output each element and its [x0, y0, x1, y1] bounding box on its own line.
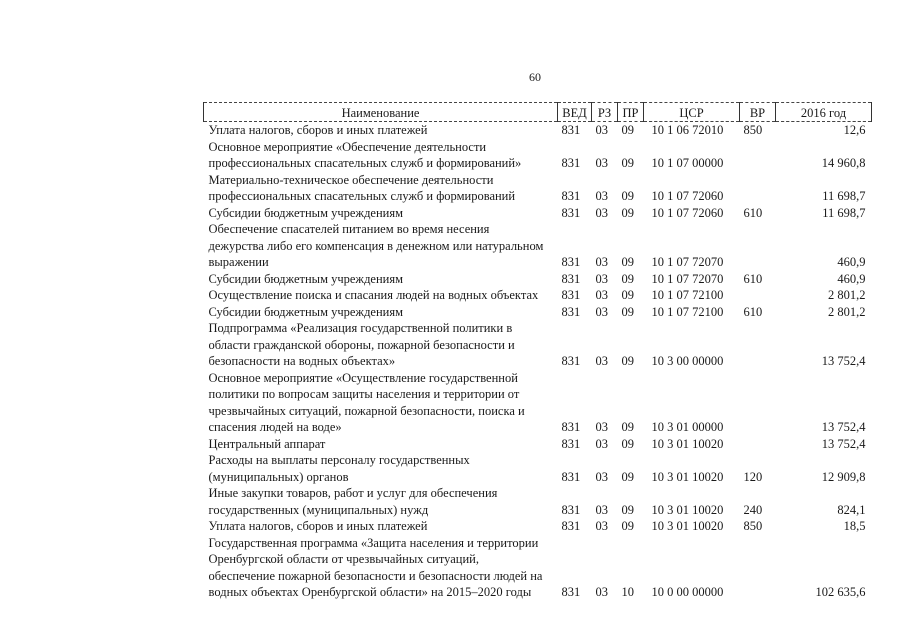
- row-csr: 10 3 01 10020: [651, 469, 724, 484]
- row-name: Субсидии бюджетным учреждениям: [208, 271, 404, 286]
- row-ved: 831: [561, 304, 581, 319]
- row-ved: 831: [561, 205, 581, 220]
- row-pr: 09: [621, 519, 634, 533]
- row-amount: 824,1: [837, 502, 866, 517]
- row-rz: 03: [595, 189, 608, 203]
- table-row: [204, 172, 872, 205]
- table-row: [204, 221, 872, 271]
- row-ved: 831: [561, 271, 581, 286]
- header-pr: ПР: [618, 103, 644, 122]
- row-csr: 10 1 07 72070: [651, 271, 724, 286]
- row-name: Подпрограмма «Реализация государственной политики в области гражданской обороны, пожарной безопасности и безопасности на водных объектах»: [208, 321, 515, 368]
- table-row: [204, 485, 872, 518]
- table-row: [204, 518, 872, 535]
- table-row: [204, 535, 872, 601]
- row-csr: 10 3 01 00000: [651, 420, 724, 434]
- row-vr: [740, 139, 776, 172]
- row-vr: 120: [743, 469, 763, 484]
- row-pr: 10: [621, 585, 634, 599]
- row-csr: 10 1 07 72060: [651, 205, 724, 220]
- row-pr: 09: [621, 502, 634, 517]
- row-vr: [740, 436, 776, 453]
- row-name: Уплата налогов, сборов и иных платежей: [208, 123, 428, 137]
- row-rz: 03: [595, 436, 608, 451]
- row-vr: 850: [743, 519, 763, 533]
- row-amount: 2 801,2: [828, 304, 866, 319]
- table-row: [204, 370, 872, 436]
- row-rz: 03: [595, 123, 608, 137]
- row-name: Материально-техническое обеспечение деятельности профессиональных спасательных служб и формирований: [208, 172, 516, 203]
- row-pr: 09: [621, 304, 634, 319]
- row-rz: 03: [595, 271, 608, 286]
- row-name: Иные закупки товаров, работ и услуг для обеспечения государственных (муниципальных) нужд: [208, 486, 498, 517]
- row-ved: 831: [561, 585, 581, 599]
- row-csr: 10 1 07 72100: [651, 304, 724, 319]
- page-number: 60: [529, 70, 541, 84]
- row-amount: 14 960,8: [821, 156, 866, 170]
- row-vr: [740, 172, 776, 205]
- row-vr: 240: [743, 502, 763, 517]
- row-pr: 09: [621, 420, 634, 434]
- row-amount: 11 698,7: [822, 189, 866, 203]
- row-pr: 09: [621, 123, 634, 137]
- table-body: [204, 122, 872, 601]
- row-pr: 09: [621, 271, 634, 286]
- header-year: 2016 год: [776, 103, 872, 122]
- row-name: Субсидии бюджетным учреждениям: [208, 205, 404, 220]
- row-amount: 102 635,6: [815, 585, 866, 599]
- row-ved: 831: [561, 502, 581, 517]
- row-vr: [740, 287, 776, 304]
- row-ved: 831: [561, 469, 581, 484]
- row-rz: 03: [595, 585, 608, 599]
- row-rz: 03: [595, 469, 608, 484]
- row-rz: 03: [595, 354, 608, 368]
- row-name: Субсидии бюджетным учреждениям: [208, 304, 404, 319]
- row-ved: 831: [561, 519, 581, 533]
- header-rz: РЗ: [592, 103, 618, 122]
- row-rz: 03: [595, 288, 608, 302]
- table-row: [204, 271, 872, 288]
- row-csr: 10 1 07 72070: [651, 255, 724, 269]
- row-amount: 11 698,7: [822, 205, 866, 220]
- row-rz: 03: [595, 156, 608, 170]
- row-vr: 610: [743, 271, 763, 286]
- row-rz: 03: [595, 502, 608, 517]
- row-rz: 03: [595, 304, 608, 319]
- row-csr: 10 1 06 72010: [651, 123, 724, 137]
- row-ved: 831: [561, 436, 581, 451]
- row-csr: 10 0 00 00000: [651, 585, 724, 599]
- row-pr: 09: [621, 288, 634, 302]
- row-pr: 09: [621, 189, 634, 203]
- row-name: Основное мероприятие «Осуществление государственной политики по вопросам защиты населения и территории от чрезвычайных ситуаций, пожарной безопасности, поиска и спасения людей на воде»: [208, 370, 525, 434]
- row-vr: 610: [743, 205, 763, 220]
- row-csr: 10 3 01 10020: [651, 436, 724, 451]
- row-pr: 09: [621, 205, 634, 220]
- row-vr: [740, 320, 776, 370]
- row-pr: 09: [621, 354, 634, 368]
- row-name: Расходы на выплаты персоналу государственных (муниципальных) органов: [208, 453, 470, 484]
- table-row: [204, 304, 872, 321]
- row-ved: 831: [561, 156, 581, 170]
- row-amount: 12 909,8: [821, 469, 866, 484]
- row-csr: 10 1 07 72060: [651, 189, 724, 203]
- row-ved: 831: [561, 288, 581, 302]
- budget-table: [203, 102, 871, 601]
- table-header-row: [204, 103, 872, 122]
- table-row: [204, 287, 872, 304]
- row-pr: 09: [621, 255, 634, 269]
- row-name: Осуществление поиска и спасания людей на водных объектах: [208, 288, 539, 302]
- row-vr: 850: [743, 123, 763, 137]
- row-ved: 831: [561, 123, 581, 137]
- row-name: Обеспечение спасателей питанием во время несения дежурства либо его компенсация в денежном или натуральном выражении: [208, 222, 544, 269]
- header-name: Наименование: [204, 103, 558, 122]
- row-amount: 460,9: [837, 255, 866, 269]
- row-amount: 18,5: [843, 519, 866, 533]
- row-rz: 03: [595, 420, 608, 434]
- header-csr: ЦСР: [644, 103, 740, 122]
- row-ved: 831: [561, 189, 581, 203]
- row-pr: 09: [621, 436, 634, 451]
- row-rz: 03: [595, 205, 608, 220]
- header-vr: ВР: [740, 103, 776, 122]
- row-rz: 03: [595, 255, 608, 269]
- row-amount: 2 801,2: [828, 288, 866, 302]
- table-row: [204, 139, 872, 172]
- row-amount: 12,6: [843, 123, 866, 137]
- row-ved: 831: [561, 255, 581, 269]
- row-name: Основное мероприятие «Обеспечение деятельности профессиональных спасательных служб и формирований»: [208, 139, 522, 170]
- row-csr: 10 3 01 10020: [651, 519, 724, 533]
- table-row: [204, 436, 872, 453]
- row-name: Уплата налогов, сборов и иных платежей: [208, 519, 428, 533]
- row-pr: 09: [621, 469, 634, 484]
- table-row: [204, 320, 872, 370]
- table-row: [204, 122, 872, 139]
- row-vr: [740, 221, 776, 271]
- row-amount: 460,9: [837, 271, 866, 286]
- row-amount: 13 752,4: [821, 354, 866, 368]
- table-row: [204, 452, 872, 485]
- row-amount: 13 752,4: [821, 420, 866, 434]
- row-csr: 10 3 00 00000: [651, 354, 724, 368]
- row-vr: 610: [743, 304, 763, 319]
- row-csr: 10 1 07 72100: [651, 288, 724, 302]
- row-csr: 10 1 07 00000: [651, 156, 724, 170]
- header-ved: ВЕД: [558, 103, 592, 122]
- row-vr: [740, 370, 776, 436]
- row-name: Государственная программа «Защита населения и территории Оренбургской области от чрезвычайных ситуаций, обеспечение пожарной безопасности и безопасности людей на водных объектах Оренбургской области» на 2015–2020 годы: [208, 535, 543, 599]
- row-amount: 13 752,4: [821, 436, 866, 451]
- row-rz: 03: [595, 519, 608, 533]
- row-csr: 10 3 01 10020: [651, 502, 724, 517]
- row-ved: 831: [561, 354, 581, 368]
- row-name: Центральный аппарат: [208, 436, 326, 451]
- table-row: [204, 205, 872, 222]
- row-pr: 09: [621, 156, 634, 170]
- row-vr: [740, 535, 776, 601]
- row-ved: 831: [561, 420, 581, 434]
